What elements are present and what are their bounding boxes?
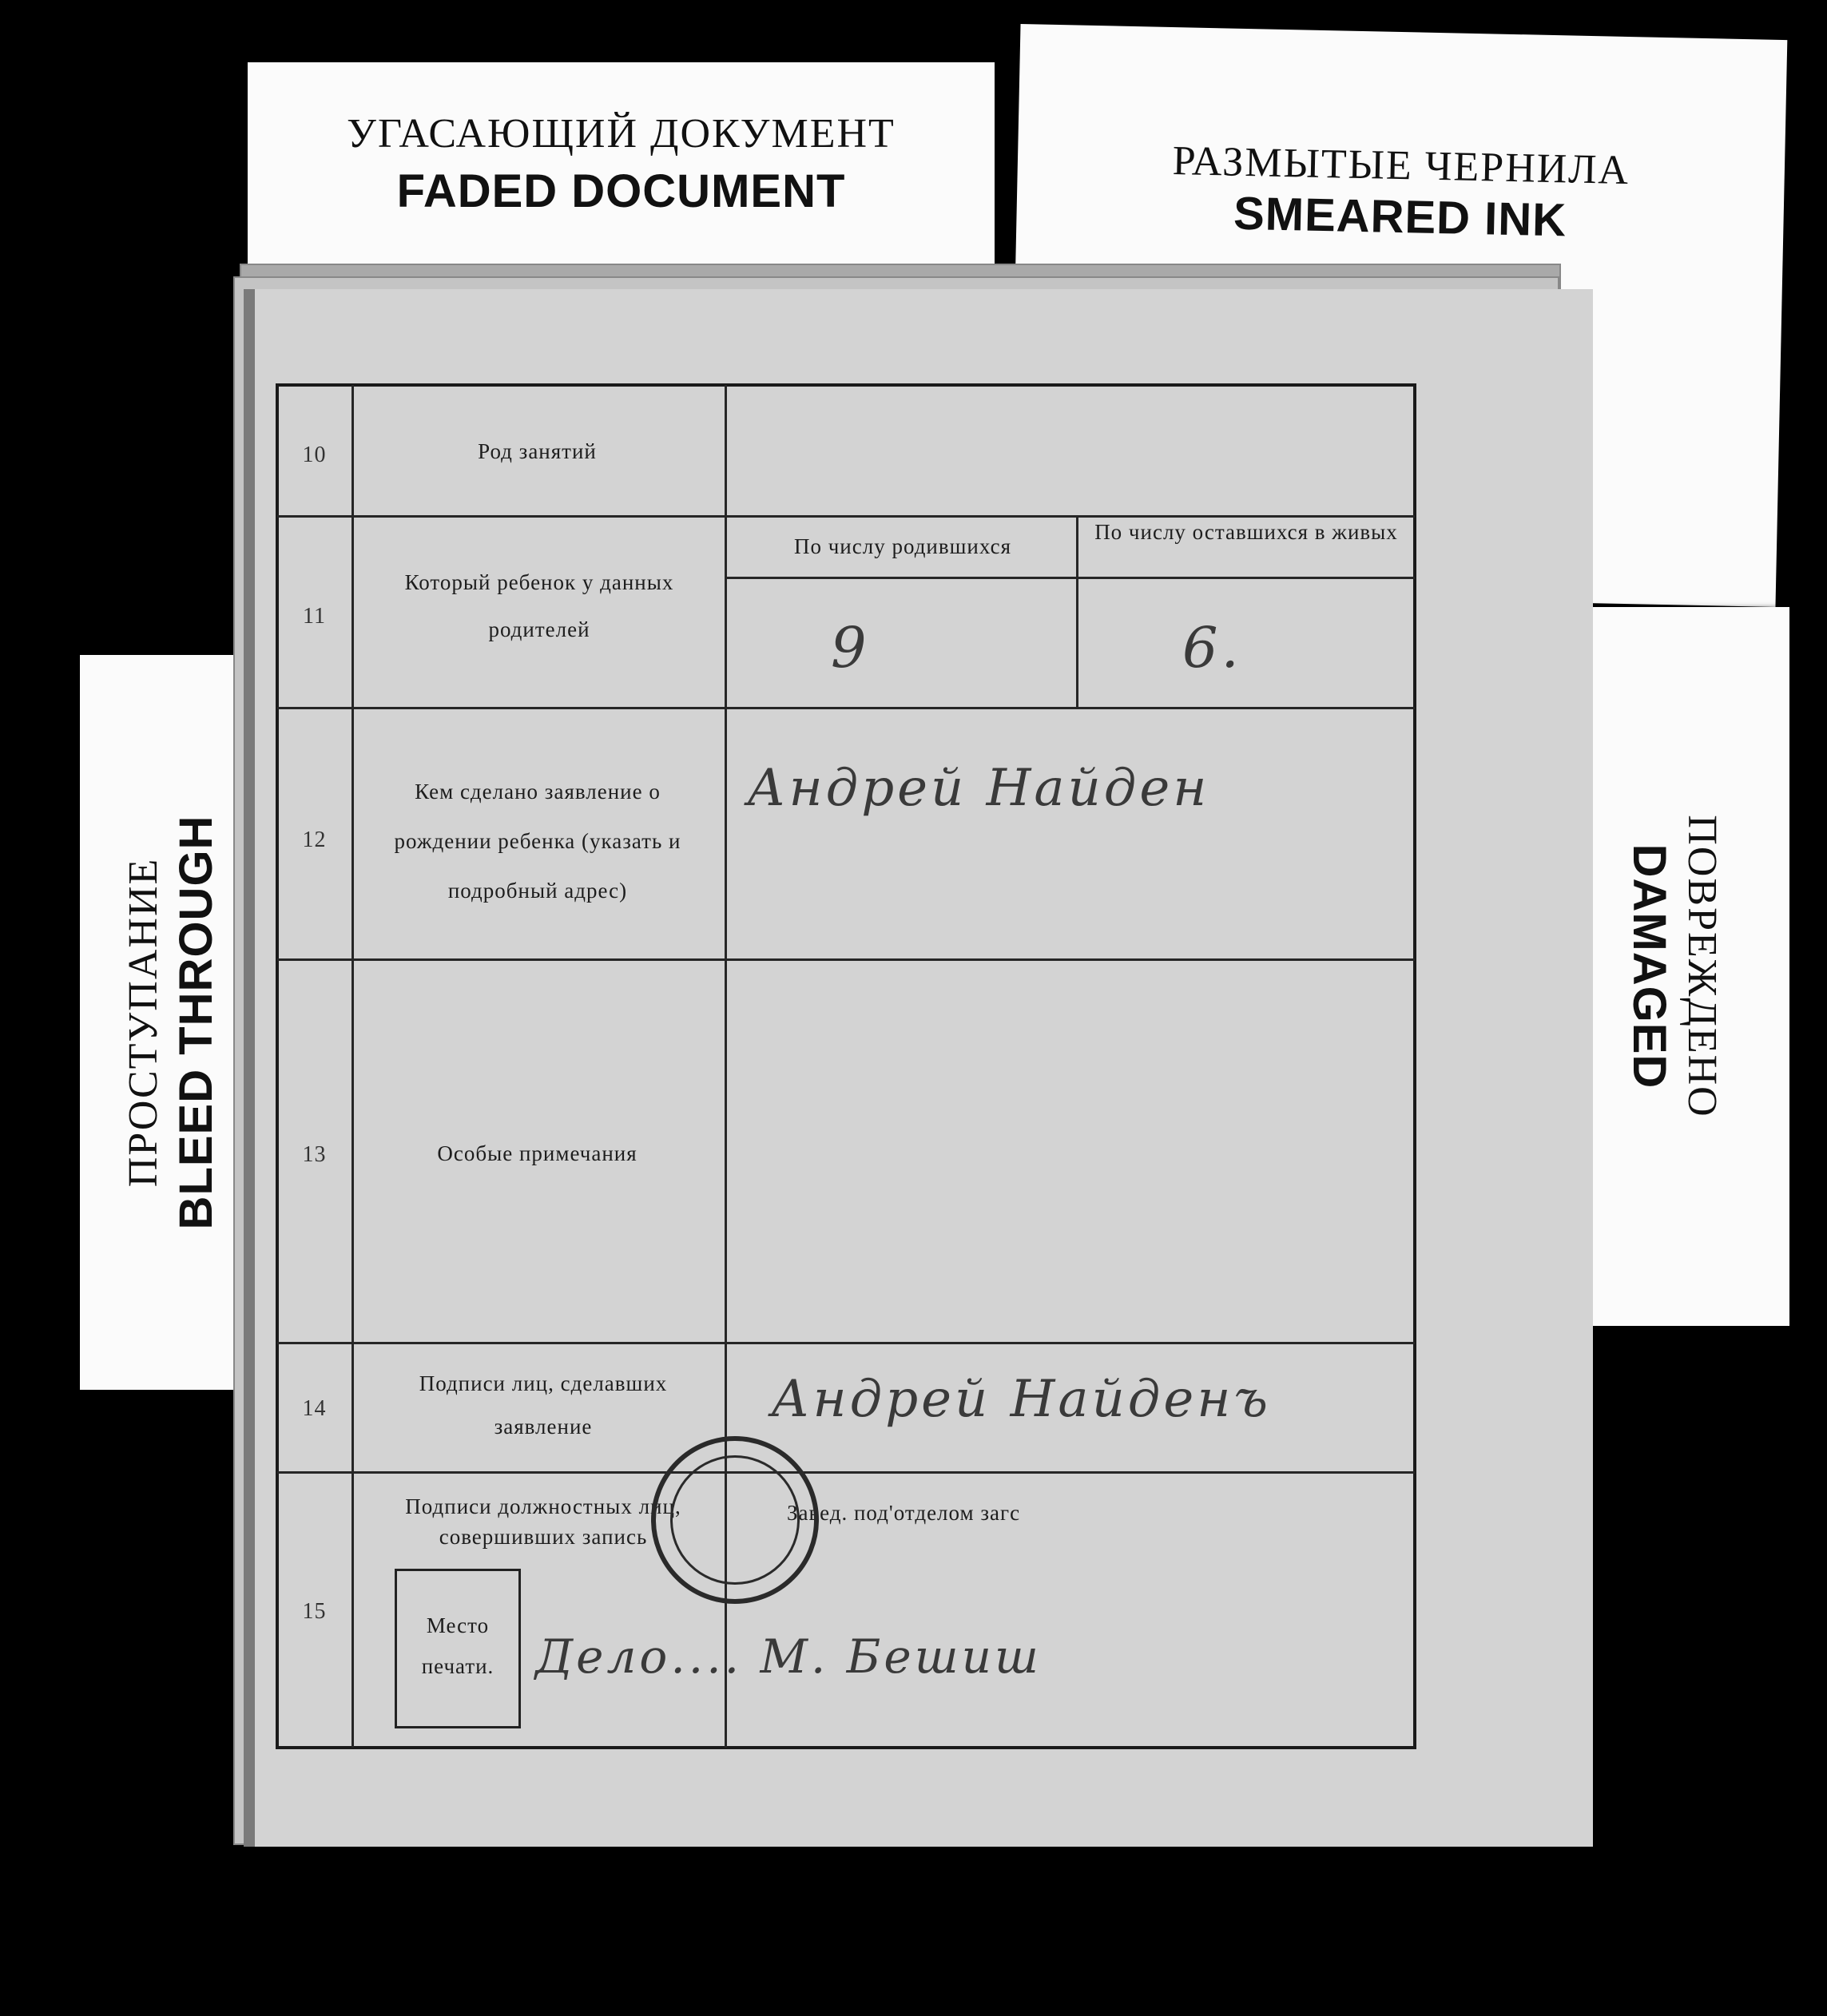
damaged-en: DAMAGED bbox=[1622, 843, 1675, 1089]
row-number: 11 bbox=[303, 604, 326, 629]
label-child-order: Который ребенок у данных родителей bbox=[404, 570, 674, 642]
alive-count-header: По числу оставшихся в живых bbox=[1094, 520, 1398, 544]
label-declarant-signatures: Подписи лиц, сделавших заявление bbox=[419, 1371, 668, 1439]
table-line bbox=[351, 385, 354, 1748]
table-line bbox=[277, 707, 1415, 709]
smeared-ink-ru: РАЗМЫТЫЕ ЧЕРНИЛА bbox=[1172, 138, 1630, 194]
table-line bbox=[277, 515, 1415, 518]
label-official-signatures: Подписи должностных лиц, совершивших запись bbox=[405, 1494, 681, 1549]
official-seal bbox=[651, 1436, 819, 1604]
damaged-ru: ПОВРЕЖДЕНО bbox=[1678, 815, 1725, 1118]
label-occupation: Род занятий bbox=[478, 439, 597, 463]
table-line bbox=[727, 577, 1415, 579]
row-number: 15 bbox=[302, 1599, 327, 1624]
bleed-through-en: BLEED THROUGH bbox=[170, 815, 223, 1230]
declarant-name: Андрей Найден bbox=[747, 759, 1210, 818]
faded-document-ru: УГАСАЮЩИЙ ДОКУМЕНТ bbox=[347, 111, 896, 157]
row-number: 10 bbox=[302, 442, 327, 467]
born-count-header: По числу родившихся bbox=[793, 534, 1011, 558]
official-title: Завед. под'отделом загс bbox=[787, 1501, 1021, 1525]
alive-count-value: 6. bbox=[1182, 615, 1242, 681]
row-number: 14 bbox=[302, 1396, 327, 1421]
table-line bbox=[277, 1342, 1415, 1344]
born-count-value: 9 bbox=[831, 615, 870, 681]
bleed-through-text bbox=[119, 816, 224, 1230]
label-special-notes: Особые примечания bbox=[437, 1141, 637, 1165]
table-line bbox=[277, 1471, 1415, 1474]
damaged-text bbox=[1621, 815, 1726, 1117]
table-line bbox=[1076, 516, 1078, 708]
faded-document-en: FADED DOCUMENT bbox=[396, 165, 846, 217]
declarant-signature: Андрей Найденъ bbox=[771, 1370, 1272, 1429]
table-line bbox=[277, 958, 1415, 961]
stamp-place-label: Место печати. bbox=[421, 1613, 494, 1679]
smeared-ink-en: SMEARED INK bbox=[1233, 187, 1567, 247]
official-signature: Дело.... М. Бешиш bbox=[535, 1629, 1042, 1684]
bleed-through-ru: ПРОСТУПАНИЕ bbox=[121, 857, 167, 1188]
row-number: 13 bbox=[302, 1142, 327, 1167]
row-number: 12 bbox=[302, 827, 327, 852]
label-declarant: Кем сделано заявление о рождении ребенка (указать и подробный адрес) bbox=[394, 780, 681, 903]
